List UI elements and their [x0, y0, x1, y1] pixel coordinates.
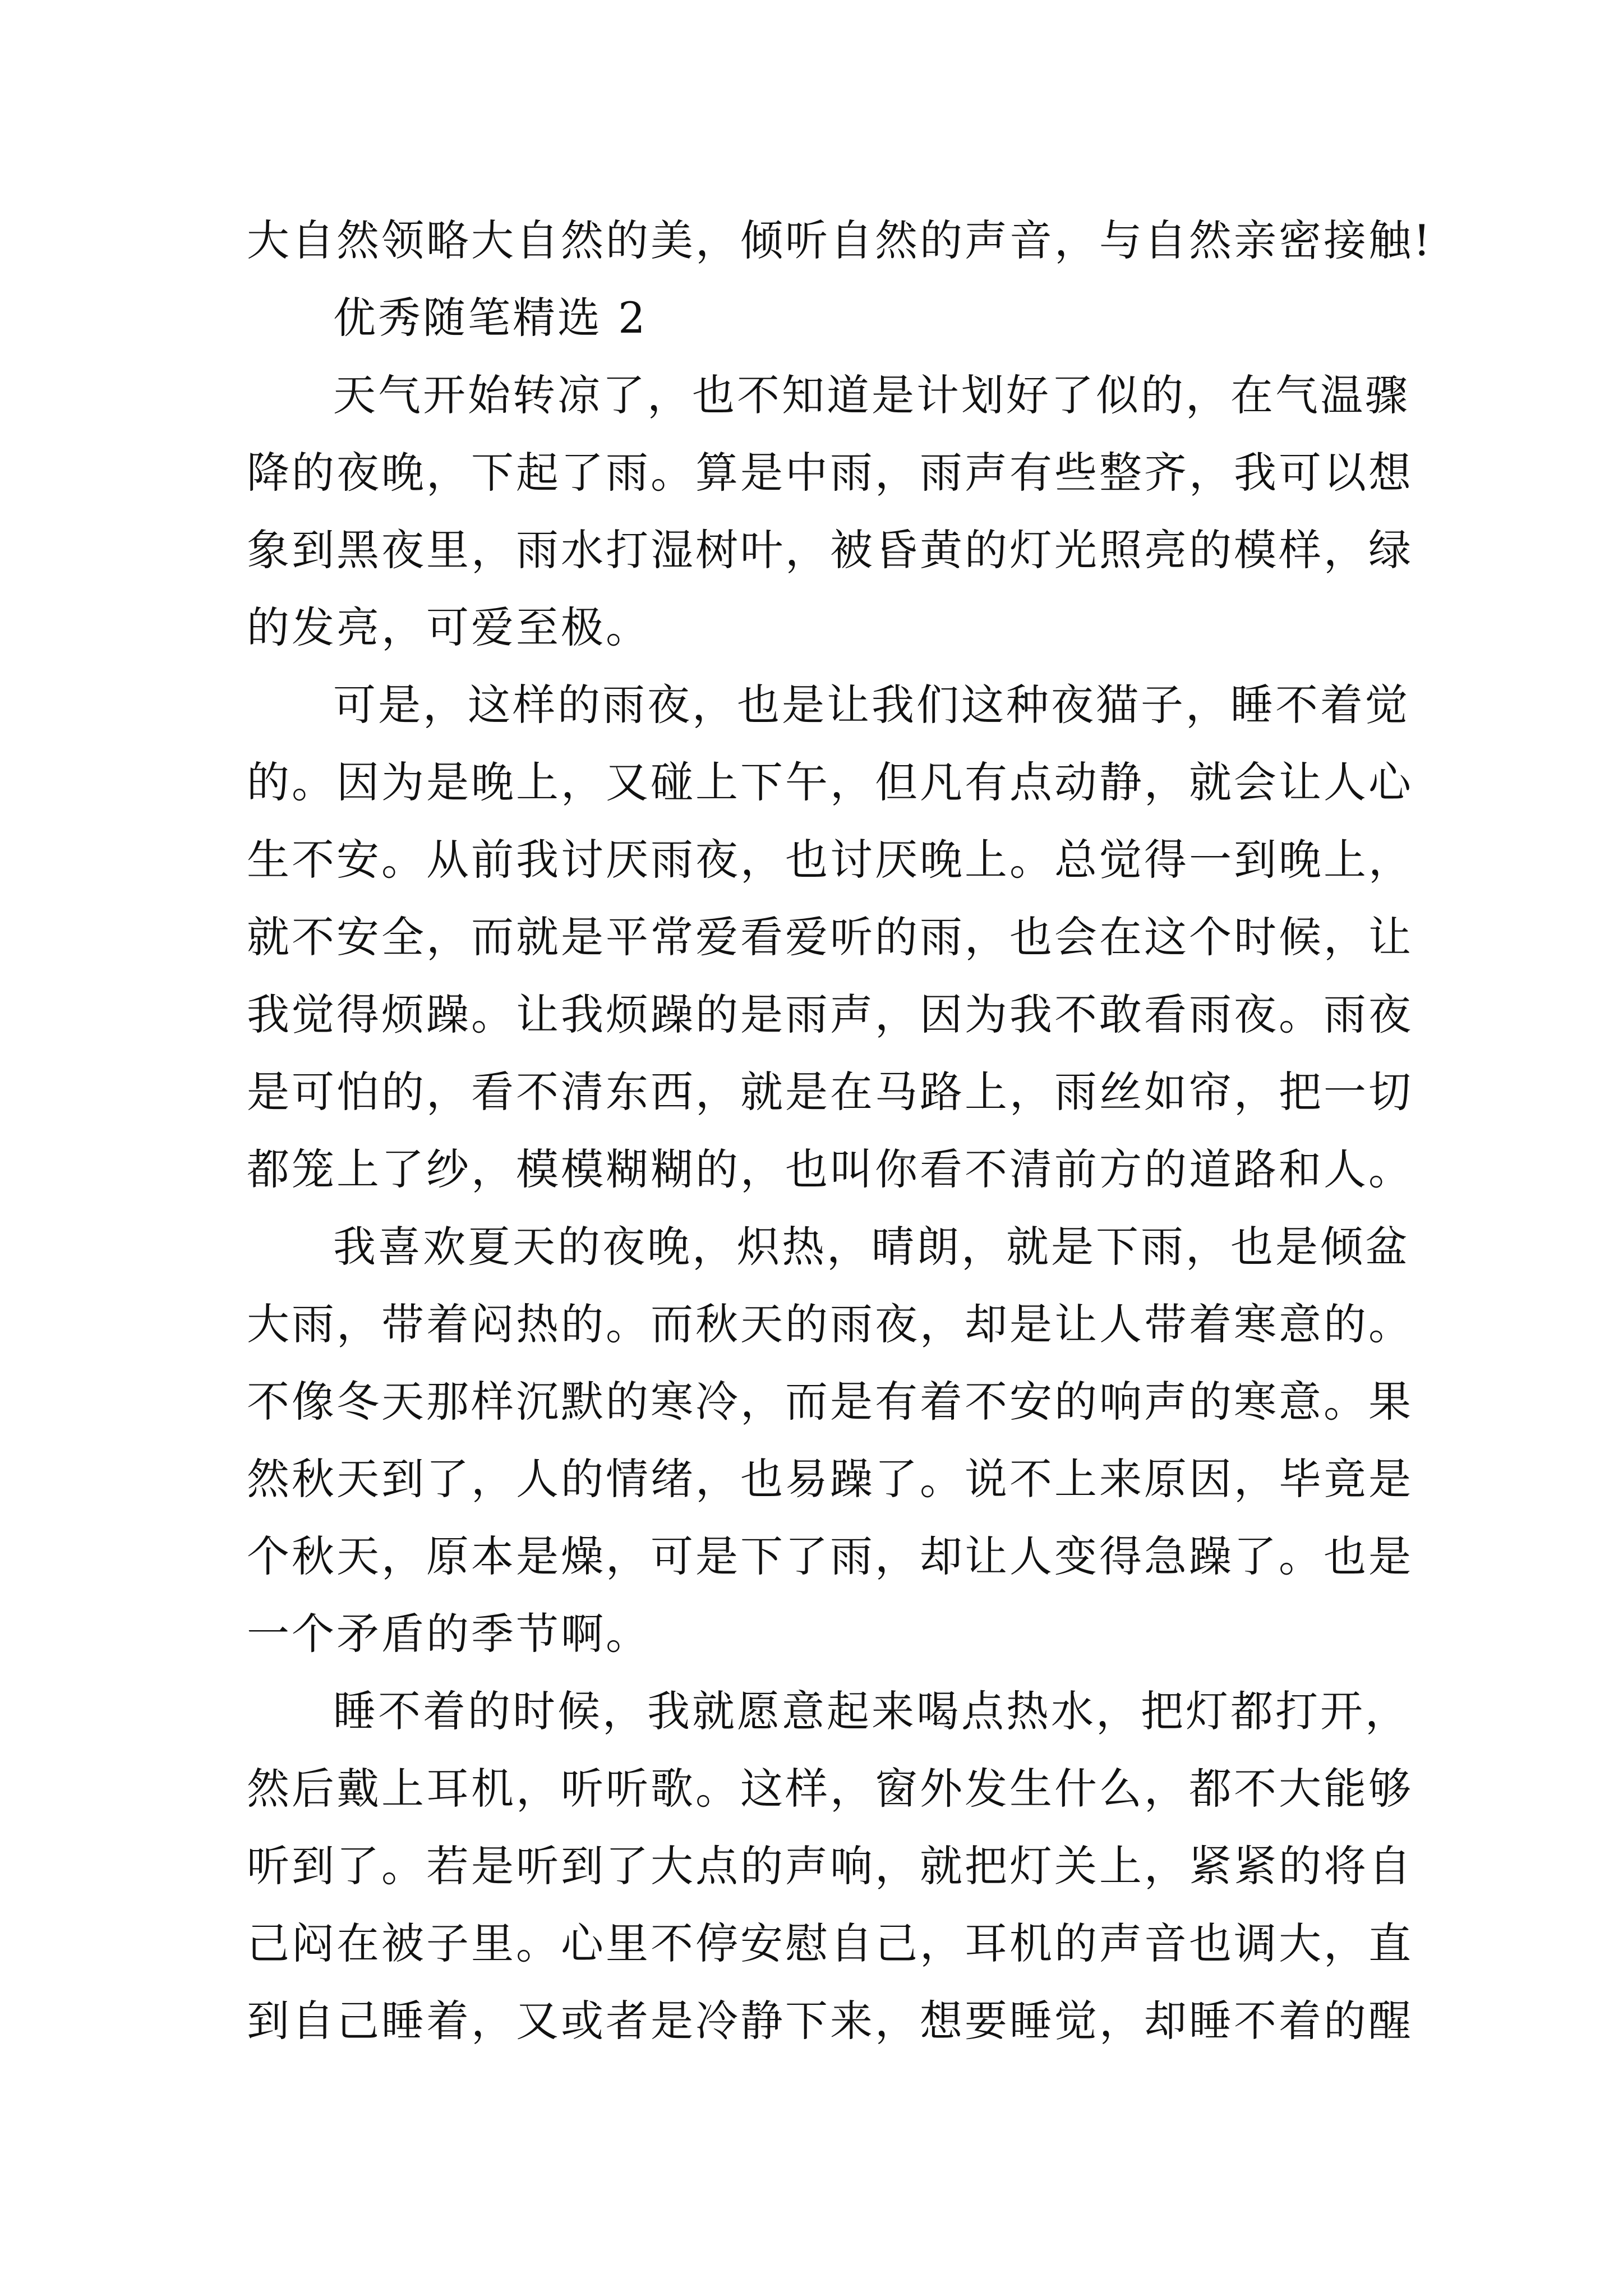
text-line: 都笼上了纱，模模糊糊的，也叫你看不清前方的道路和人。: [247, 1144, 1413, 1194]
text-line: 降的夜晚，下起了雨。算是中雨，雨声有些整齐，我可以想: [247, 448, 1413, 498]
text-line: 己闷在被子里。心里不停安慰自己，耳机的声音也调大，直: [247, 1918, 1413, 1968]
text-line: 生不安。从前我讨厌雨夜，也讨厌晚上。总觉得一到晚上，: [247, 835, 1413, 885]
text-line: 听到了。若是听到了大点的声响，就把灯关上，紧紧的将自: [247, 1841, 1413, 1891]
text-line: 到自己睡着，又或者是冷静下来，想要睡觉，却睡不着的醒: [247, 1996, 1413, 2046]
text-line: 的发亮，可爱至极。: [247, 602, 651, 652]
text-line: 然后戴上耳机，听听歌。这样，窗外发生什么，都不大能够: [247, 1764, 1413, 1814]
text-line: 不像冬天那样沉默的寒冷，而是有着不安的响声的寒意。果: [247, 1377, 1413, 1427]
text-line: 然秋天到了，人的情绪，也易躁了。说不上来原因，毕竟是: [247, 1454, 1413, 1504]
text-line: 一个矛盾的季节啊。: [247, 1609, 651, 1659]
text-line: 我觉得烦躁。让我烦躁的是雨声，因为我不敢看雨夜。雨夜: [247, 990, 1413, 1039]
text-line: 我喜欢夏天的夜晚，炽热，晴朗，就是下雨，也是倾盆: [333, 1222, 1410, 1272]
text-line: 就不安全，而就是平常爱看爱听的雨，也会在这个时候，让: [247, 912, 1413, 962]
text-line: 睡不着的时候，我就愿意起来喝点热水，把灯都打开，: [333, 1686, 1410, 1736]
text-line: 大自然领略大自然的美，倾听自然的声音，与自然亲密接触!: [247, 215, 1433, 265]
text-line: 天气开始转凉了，也不知道是计划好了似的，在气温骤: [333, 370, 1410, 420]
text-line: 象到黑夜里，雨水打湿树叶，被昏黄的灯光照亮的模样，绿: [247, 525, 1413, 575]
text-line: 可是，这样的雨夜，也是让我们这种夜猫子，睡不着觉: [333, 680, 1410, 730]
essay-body: [247, 202, 1433, 2060]
section-heading: 优秀随笔精选 2: [333, 293, 648, 343]
text-line: 的。因为是晚上，又碰上下午，但凡有点动静，就会让人心: [247, 757, 1413, 807]
text-line: 是可怕的，看不清东西，就是在马路上，雨丝如帘，把一切: [247, 1067, 1413, 1117]
text-line: 大雨，带着闷热的。而秋天的雨夜，却是让人带着寒意的。: [247, 1299, 1413, 1349]
text-line: 个秋天，原本是燥，可是下了雨，却让人变得急躁了。也是: [247, 1531, 1413, 1581]
